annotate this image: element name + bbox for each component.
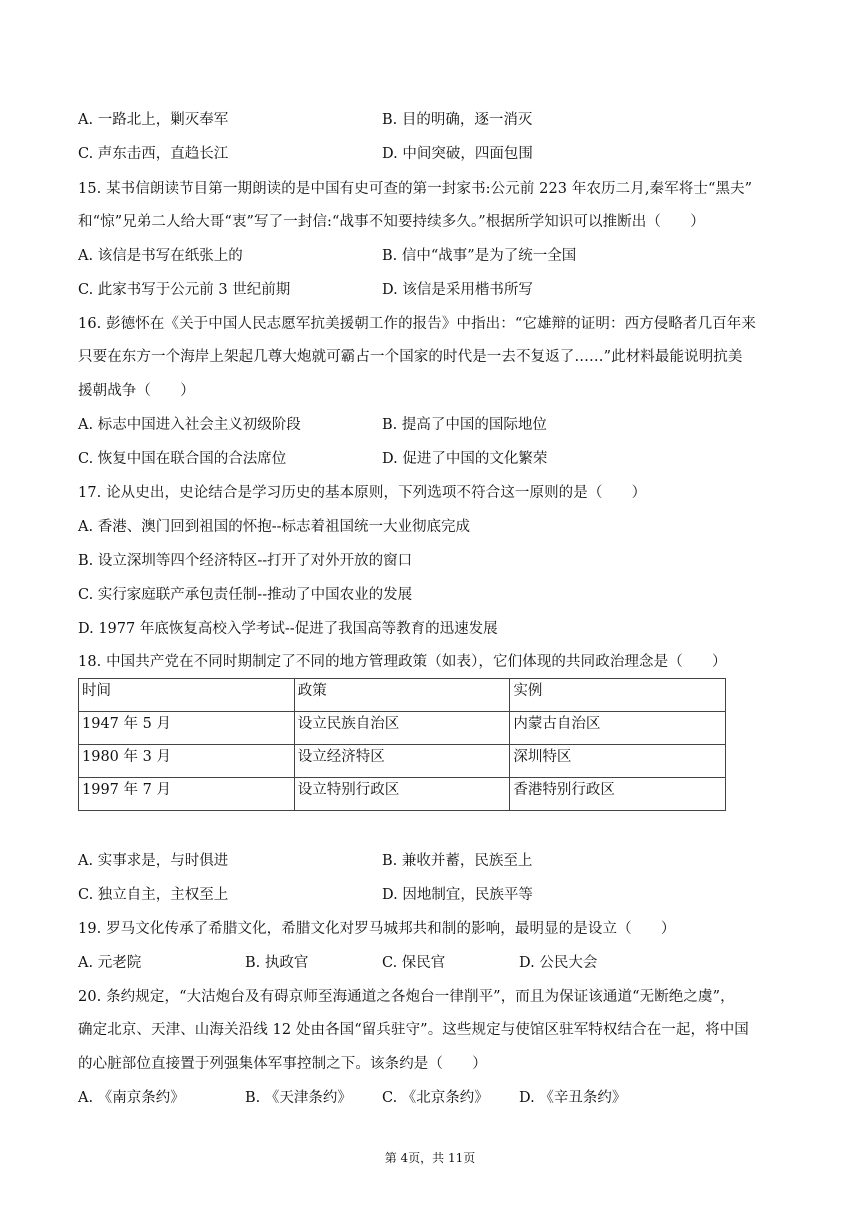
table-header-cell: 实例 xyxy=(510,679,726,712)
table-row xyxy=(79,745,726,778)
q16-option-b: B. 提高了中国的国际地位 xyxy=(382,417,547,433)
q19-option-b: B. 执政官 xyxy=(245,955,309,971)
q15-stem-line-2: 和“惊”兄弟二人给大哥“衷”写了一封信:“战事不知要持续多久。”根据所学知识可以推断出（ ） xyxy=(78,214,705,230)
q16-stem-line-2: 只要在东方一个海岸上架起几尊大炮就可霸占一个国家的时代是一去不复返了……”此材料最能说明抗美 xyxy=(78,349,743,365)
q18-option-a: A. 实事求是，与时俱进 xyxy=(78,853,229,869)
q15-stem-line-1: 15. 某书信朗读节目第一期朗读的是中国有史可查的第一封家书:公元前 223 年农历二月,秦军将士“黑夫” xyxy=(78,181,753,197)
q14-option-c: C. 声东击西，直趋长江 xyxy=(78,146,229,162)
q17-option-a: A. 香港、澳门回到祖国的怀抱--标志着祖国统一大业彻底完成 xyxy=(78,519,470,535)
q19-option-a: A. 元老院 xyxy=(78,955,142,971)
q16-option-c: C. 恢复中国在联合国的合法席位 xyxy=(78,451,287,467)
q18-option-b: B. 兼收并蓄，民族至上 xyxy=(382,853,533,869)
table-cell: 1997 年 7 月 xyxy=(79,778,295,811)
table-cell: 内蒙古自治区 xyxy=(510,712,726,745)
q19-option-d: D. 公民大会 xyxy=(519,955,598,971)
q19-option-c: C. 保民官 xyxy=(382,955,446,971)
q17-option-b: B. 设立深圳等四个经济特区--打开了对外开放的窗口 xyxy=(78,553,413,569)
q14-option-a: A. 一路北上，剿灭奉军 xyxy=(78,112,229,128)
q19-stem: 19. 罗马文化传承了希腊文化，希腊文化对罗马城邦共和制的影响，最明显的是设立（ ） xyxy=(78,921,676,937)
q15-option-c: C. 此家书写于公元前 3 世纪前期 xyxy=(78,282,291,298)
table-cell: 1980 年 3 月 xyxy=(79,745,295,778)
q16-option-a: A. 标志中国进入社会主义初级阶段 xyxy=(78,417,301,433)
table-row xyxy=(79,778,726,811)
q17-option-c: C. 实行家庭联产承包责任制--推动了中国农业的发展 xyxy=(78,587,413,603)
table-cell: 香港特别行政区 xyxy=(510,778,726,811)
q20-stem-line-3: 的心脏部位直接置于列强集体军事控制之下。该条约是（ ） xyxy=(78,1056,487,1072)
table-row xyxy=(79,712,726,745)
q15-option-a: A. 该信是书写在纸张上的 xyxy=(78,248,243,264)
table-header-cell: 政策 xyxy=(294,679,510,712)
q18-stem: 18. 中国共产党在不同时期制定了不同的地方管理政策（如表），它们体现的共同政治理念是（ ） xyxy=(78,654,727,670)
q16-option-d: D. 促进了中国的文化繁荣 xyxy=(382,451,548,467)
q18-option-d: D. 因地制宜，民族平等 xyxy=(382,887,533,903)
table-cell: 设立经济特区 xyxy=(294,745,510,778)
q20-stem-line-1: 20. 条约规定，“大沽炮台及有碍京师至海通道之各炮台一律削平”，而且为保证该通道“无断绝之虞”， xyxy=(78,989,735,1005)
q17-stem: 17. 论从史出，史论结合是学习历史的基本原则，下列选项不符合这一原则的是（ ） xyxy=(78,485,647,501)
q14-option-b: B. 目的明确，逐一消灭 xyxy=(382,112,533,128)
table-header-cell: 时间 xyxy=(79,679,295,712)
q20-stem-line-2: 确定北京、天津、山海关沿线 12 处由各国“留兵驻守”。这些规定与使馆区驻军特权结合在一起，将中国 xyxy=(78,1022,749,1038)
table-cell: 深圳特区 xyxy=(510,745,726,778)
q16-stem-line-3: 援朝战争（ ） xyxy=(78,383,195,399)
table-header-row xyxy=(79,679,726,712)
q14-option-d: D. 中间突破，四面包围 xyxy=(382,146,533,162)
q20-option-b: B. 《天津条约》 xyxy=(245,1090,352,1106)
table-cell: 设立特别行政区 xyxy=(294,778,510,811)
q17-option-d: D. 1977 年底恢复高校入学考试--促进了我国高等教育的迅速发展 xyxy=(78,621,498,637)
q20-option-a: A. 《南京条约》 xyxy=(78,1090,185,1106)
table-cell: 1947 年 5 月 xyxy=(79,712,295,745)
q20-option-c: C. 《北京条约》 xyxy=(382,1090,489,1106)
q18-option-c: C. 独立自主，主权至上 xyxy=(78,887,229,903)
q15-option-d: D. 该信是采用楷书所写 xyxy=(382,282,533,298)
table-cell: 设立民族自治区 xyxy=(294,712,510,745)
page-number: 第 4页，共 11页 xyxy=(384,1151,476,1165)
policy-table xyxy=(78,678,726,811)
q15-option-b: B. 信中“战事”是为了统一全国 xyxy=(382,248,577,264)
q20-option-d: D. 《辛丑条约》 xyxy=(519,1090,627,1106)
q16-stem-line-1: 16. 彭德怀在《关于中国人民志愿军抗美援朝工作的报告》中指出：“它雄辩的证明：西方侵略者几百年来 xyxy=(78,316,756,332)
